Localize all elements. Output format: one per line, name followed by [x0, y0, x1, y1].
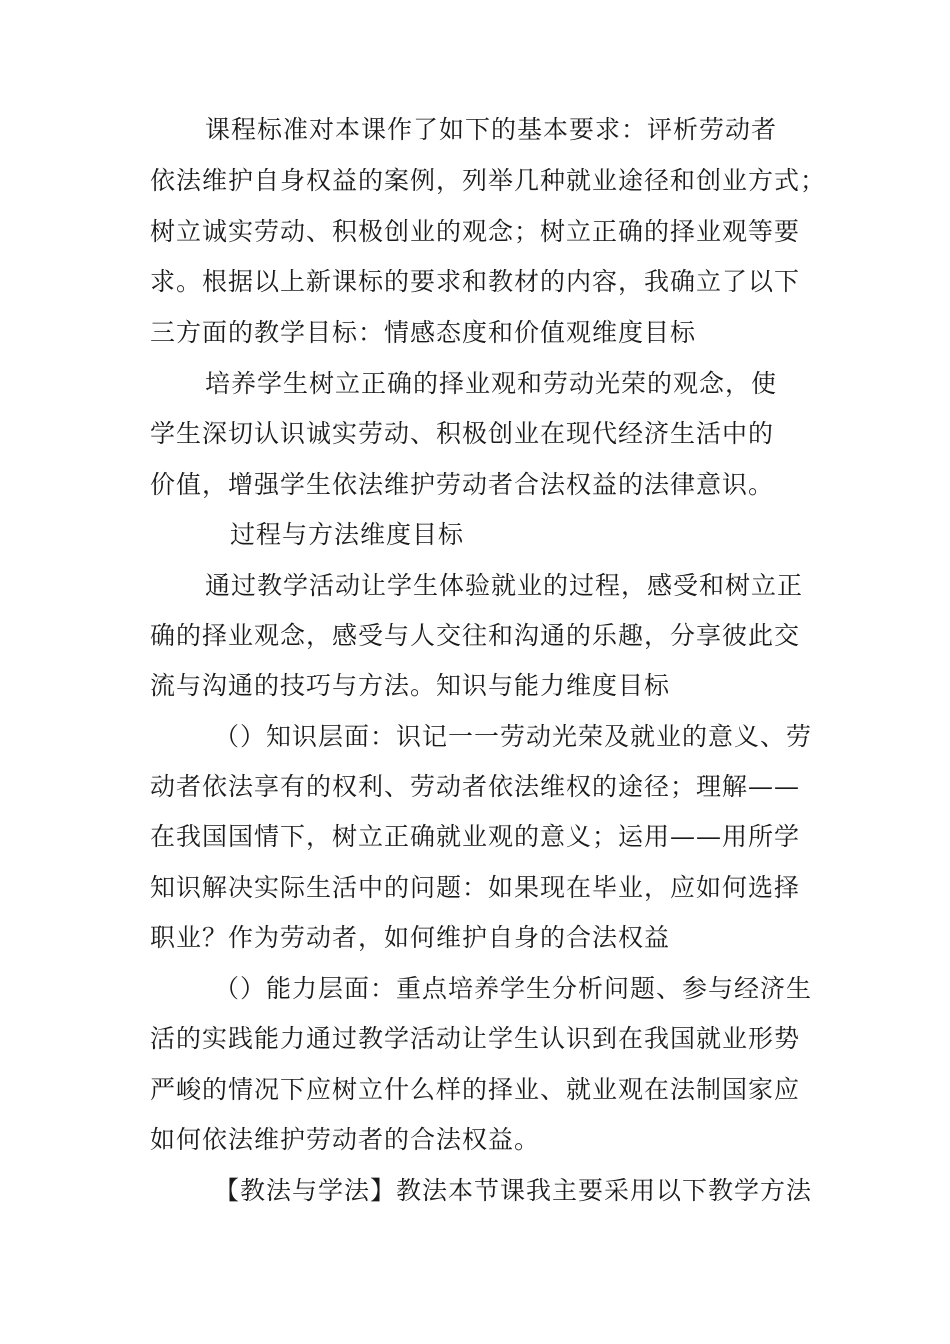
text-line: 动者依法享有的权利、劳动者依法维权的途径；理解—— — [150, 772, 801, 801]
text-line: 依法维护自身权益的案例，列举几种就业途径和创业方式； — [150, 166, 827, 195]
text-line: 课程标准对本课作了如下的基本要求：评析劳动者 — [205, 115, 778, 144]
text-line: （）能力层面：重点培养学生分析问题、参与经济生 — [214, 974, 813, 1003]
text-line: 在我国国情下，树立正确就业观的意义；运用——用所学 — [150, 822, 801, 851]
text-line: 活的实践能力通过教学活动让学生认识到在我国就业形势 — [150, 1024, 801, 1053]
text-line: （）知识层面：识记一一劳动光荣及就业的意义、劳 — [214, 722, 813, 751]
text-line: 树立诚实劳动、积极创业的观念；树立正确的择业观等要 — [150, 217, 801, 246]
text-line: 通过教学活动让学生体验就业的过程，感受和树立正 — [205, 571, 804, 600]
section-heading: 过程与方法维度目标 — [230, 520, 465, 549]
text-line: 职业？作为劳动者，如何维护自身的合法权益 — [150, 923, 671, 952]
text-line: 确的择业观念，感受与人交往和沟通的乐趣，分享彼此交 — [150, 621, 801, 650]
text-line: 求。根据以上新课标的要求和教材的内容，我确立了以下 — [150, 267, 801, 296]
text-line: 培养学生树立正确的择业观和劳动光荣的观念，使 — [205, 369, 778, 398]
text-line: 三方面的教学目标：情感态度和价值观维度目标 — [150, 318, 697, 347]
text-line: 如何依法维护劳动者的合法权益。 — [150, 1125, 541, 1154]
text-line: 严峻的情况下应树立什么样的择业、就业观在法制国家应 — [150, 1075, 801, 1104]
text-line: 流与沟通的技巧与方法。知识与能力维度目标 — [150, 671, 671, 700]
text-line: 价值，增强学生依法维护劳动者合法权益的法律意识。 — [150, 470, 775, 499]
text-line: 知识解决实际生活中的问题：如果现在毕业，应如何选择 — [150, 873, 801, 902]
text-line: 学生深切认识诚实劳动、积极创业在现代经济生活中的 — [150, 419, 775, 448]
text-line: 【教法与学法】教法本节课我主要采用以下教学方法 — [214, 1176, 813, 1205]
